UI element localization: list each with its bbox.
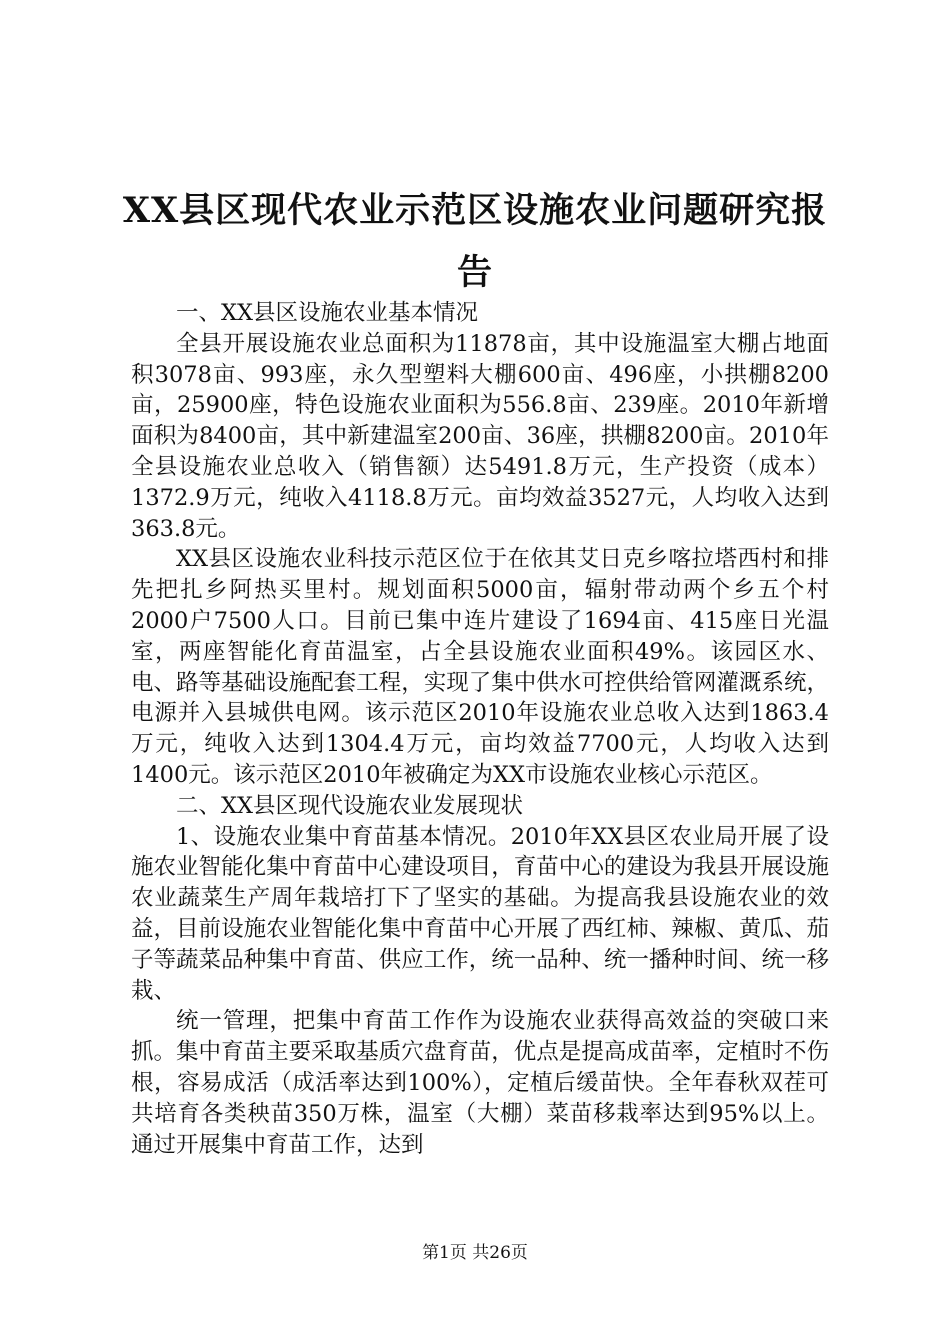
- paragraph-seedling-center: 1、设施农业集中育苗基本情况。2010年XX县区农业局开展了设施农业智能化集中育苗中心建设项目，育苗中心的建设为我县开展设施农业蔬菜生产周年栽培打下了坚实的基础。为提高我县设施农业的效益，目前设施农业智能化集中育苗中心开展了西红柿、辣椒、黄瓜、茄子等蔬菜品种集中育苗、供应工作，统一品种、统一播种时间、统一移栽、: [131, 823, 829, 1004]
- section-heading-2: 二、XX县区现代设施农业发展现状: [176, 792, 524, 819]
- document-body: [131, 298, 829, 1160]
- page-number-footer: 第1页 共26页: [422, 1243, 528, 1263]
- section-heading-1: 一、XX县区设施农业基本情况: [176, 300, 479, 326]
- paragraph-demo-zone: XX县区设施农业科技示范区位于在依其艾日克乡喀拉塔西村和排先把扎乡阿热买里村。规划面积5000亩，辐射带动两个乡五个村2000户7500人口。目前已集中连片建设了1694亩、415座日光温室，两座智能化育苗温室，占全县设施农业面积49%。该园区水、电、路等基础设施配套工程，实现了集中供水可控供给管网灌溉系统，电源并入县城供电网。该示范区2010年设施农业总收入达到1863.4万元，纯收入达到1304.4万元，亩均效益7700元，人均收入达到1400元。该示范区2010年被确定为XX市设施农业核心示范区。: [131, 546, 829, 788]
- document-title: XX县区现代农业示范区设施农业问题研究报告: [122, 190, 828, 293]
- paragraph-seedling-management: 统一管理，把集中育苗工作作为设施农业获得高效益的突破口来抓。集中育苗主要采取基质穴盘育苗，优点是提高成苗率，定植时不伤根，容易成活（成活率达到100%），定植后缓苗快。全年春秋双茬可共培育各类秧苗350万株，温室（大棚）菜苗移栽率达到95%以上。通过开展集中育苗工作，达到: [131, 1008, 829, 1158]
- paragraph-overview: 全县开展设施农业总面积为11878亩，其中设施温室大棚占地面积3078亩、993座，永久型塑料大棚600亩、496座，小拱棚8200亩，25900座，特色设施农业面积为556.8亩、239座。2010年新增面积为8400亩，其中新建温室200亩、36座，拱棚8200亩。2010年全县设施农业总收入（销售额）达5491.8万元，生产投资（成本）1372.9万元，纯收入4118.8万元。亩均效益3527元，人均收入达到363.8元。: [131, 330, 829, 542]
